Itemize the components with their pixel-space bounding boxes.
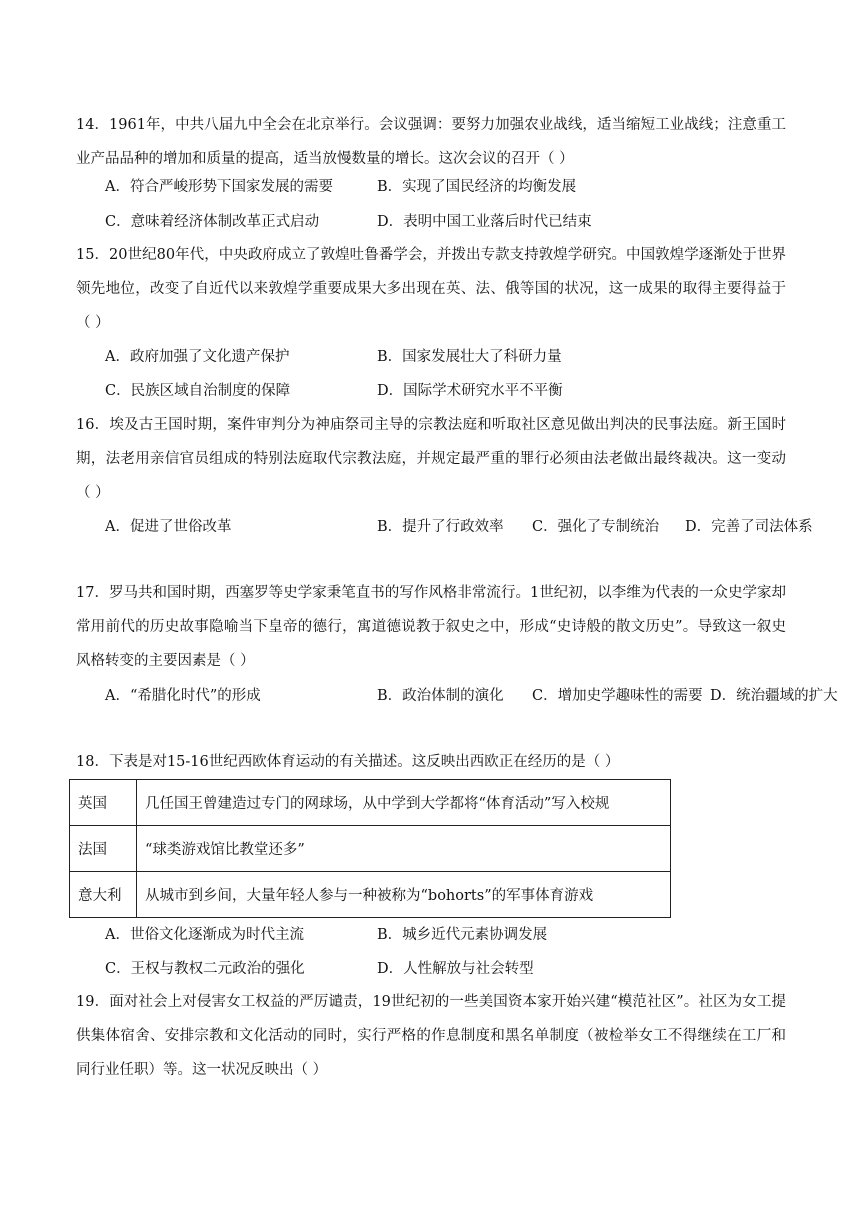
table-row	[70, 780, 671, 826]
question-16-stem: 16．埃及古王国时期，案件审判分为神庙祭司主导的宗教法庭和听取社区意见做出判决的民事法庭。新王国时期，法老用亲信官员组成的特别法庭取代宗教法庭，并规定最严重的罪行必须由法老做出最终裁决。这一变动（ ）	[76, 417, 786, 501]
question-15-options-row-2	[105, 374, 795, 408]
question-16-option-a[interactable]: A．促进了世俗改革	[105, 519, 232, 535]
question-18-options-row-1	[105, 918, 795, 952]
question-17-option-b[interactable]: B．政治体制的演化	[377, 688, 504, 704]
question-15-option-d[interactable]: D．国际学术研究水平不平衡	[377, 383, 563, 399]
question-14-options-row-2	[105, 205, 795, 239]
question-17-options-row	[105, 679, 838, 713]
question-17-option-a[interactable]: A．“希腊化时代”的形成	[105, 688, 261, 704]
table-cell-country: 英国	[70, 780, 137, 826]
table-cell-description: “球类游戏馆比教堂还多”	[137, 826, 671, 872]
question-18-stem: 18．下表是对15-16世纪西欧体育运动的有关描述。这反映出西欧正在经历的是（ ）	[76, 754, 620, 770]
question-15-options-row-1	[105, 340, 795, 374]
table-cell-country: 法国	[70, 826, 137, 872]
question-18-options-row-2	[105, 952, 795, 986]
question-15-stem: 15．20世纪80年代，中央政府成立了敦煌吐鲁番学会，并拨出专款支持敦煌学研究。中国敦煌学逐渐处于世界领先地位，改变了自近代以来敦煌学重要成果大多出现在英、法、俄等国的状况，这一成果的取得主要得益于（ ）	[76, 247, 786, 331]
table-cell-description: 从城市到乡间，大量年轻人参与一种被称为“bohorts”的军事体育游戏	[137, 872, 671, 918]
question-17-option-c[interactable]: C．增加史学趣味性的需要	[532, 688, 703, 704]
question-14-options-row-1	[105, 170, 795, 204]
question-17-option-d[interactable]: D．统治疆域的扩大	[710, 688, 838, 704]
table-cell-country: 意大利	[70, 872, 137, 918]
question-14-option-b[interactable]: B．实现了国民经济的均衡发展	[377, 179, 577, 195]
question-16-option-c[interactable]: C．强化了专制统治	[532, 519, 660, 535]
question-18-option-a[interactable]: A．世俗文化逐渐成为时代主流	[105, 927, 304, 943]
question-19-stem: 19．面对社会上对侵害女工权益的严厉谴责，19世纪初的一些美国资本家开始兴建“模范社区”。社区为女工提供集体宿舍、安排宗教和文化活动的同时，实行严格的作息制度和黑名单制度（被检举女工不得继续在工厂和同行业任职）等。这一状况反映出（ ）	[76, 994, 786, 1078]
question-16-option-b[interactable]: B．提升了行政效率	[377, 519, 504, 535]
table-row	[70, 826, 671, 872]
question-18-table	[69, 779, 671, 918]
question-15-option-a[interactable]: A．政府加强了文化遗产保护	[105, 349, 290, 365]
question-14-stem: 14．1961年，中共八届九中全会在北京举行。会议强调：要努力加强农业战线，适当缩短工业战线；注意重工业产品品种的增加和质量的提高，适当放慢数量的增长。这次会议的召开（ ）	[76, 117, 786, 167]
question-15-option-c[interactable]: C．民族区域自治制度的保障	[105, 383, 291, 399]
question-14-option-d[interactable]: D．表明中国工业落后时代已结束	[377, 214, 592, 230]
question-18-option-c[interactable]: C．王权与教权二元政治的强化	[105, 961, 305, 977]
question-15-option-b[interactable]: B．国家发展壮大了科研力量	[377, 349, 562, 365]
question-18-option-b[interactable]: B．城乡近代元素协调发展	[377, 927, 548, 943]
question-16-option-d[interactable]: D．完善了司法体系	[685, 519, 813, 535]
question-18-option-d[interactable]: D．人性解放与社会转型	[377, 961, 534, 977]
table-row	[70, 872, 671, 918]
question-16-options-row	[105, 510, 813, 544]
question-14-option-c[interactable]: C．意味着经济体制改革正式启动	[105, 214, 320, 230]
question-14-option-a[interactable]: A．符合严峻形势下国家发展的需要	[105, 179, 333, 195]
table-cell-description: 几任国王曾建造过专门的网球场，从中学到大学都将“体育活动”写入校规	[137, 780, 671, 826]
question-17-stem: 17．罗马共和国时期，西塞罗等史学家秉笔直书的写作风格非常流行。1世纪初，以李维为代表的一众史学家却常用前代的历史故事隐喻当下皇帝的德行，寓道德说教于叙史之中，形成“史诗般的散文历史”。导致这一叙史风格转变的主要因素是（ ）	[76, 585, 786, 669]
